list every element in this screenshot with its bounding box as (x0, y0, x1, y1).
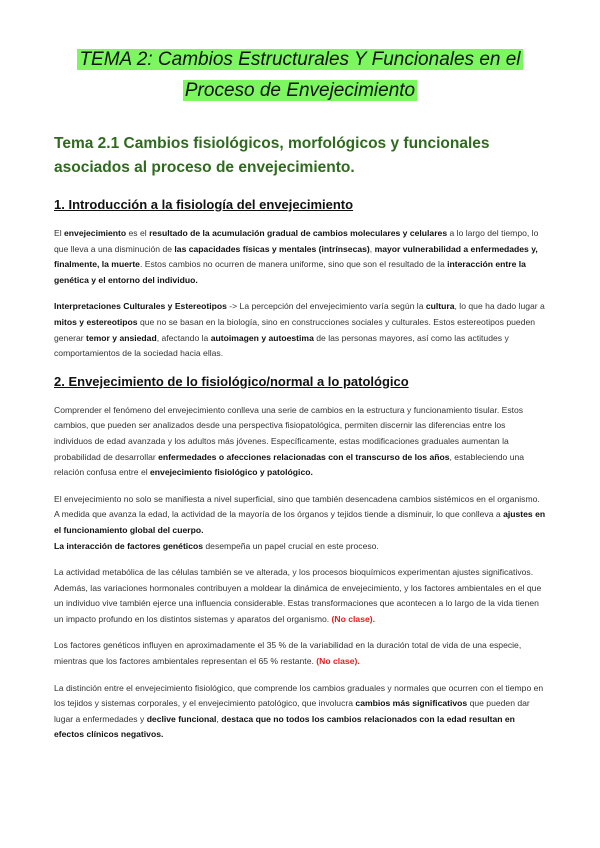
text-run: a lo largo del tiempo, lo que lleva a una disminución de (54, 228, 539, 254)
bold-text: declive funcional (146, 713, 217, 724)
section-2-paragraph-2b (54, 539, 546, 555)
text-run: Los factores genéticos influyen en aproximadamente el 35 % de la variabilidad en la duración total de vida de una especie, mientras que los factores ambientales representan el 65 % restante. (54, 640, 522, 667)
bold-text: envejecimiento fisiológico y patológico. (150, 467, 313, 478)
main-title (54, 44, 546, 106)
bold-text: cultura (425, 301, 455, 312)
note-label: (No clase). (316, 656, 360, 667)
text-run: La distinción entre el envejecimiento fisiológico, que comprende los cambios graduales y normales que ocurren con el tiempo en los tejidos y sistemas corporales, y el envejecimiento patológico, que involucra (54, 682, 544, 709)
text-run: . Estos cambios no ocurren de manera uniforme, sino que son el resultado de la (139, 259, 448, 270)
text-run: El (54, 228, 65, 238)
bold-text: mayor vulnerabilidad a enfermedades y, finalmente, la muerte (54, 243, 538, 270)
text-run: , estableciendo una relación confusa entre el (54, 451, 525, 478)
sub-title: Tema 2.1 Cambios fisiológicos, morfológicos y funcionales asociados al proceso de envejecimiento. (54, 135, 490, 176)
bold-text: Interpretaciones Culturales y Estereotipos (54, 301, 227, 312)
section-1-paragraph-1 (54, 226, 546, 288)
section-2-paragraph-3 (54, 565, 546, 627)
text-run: , (369, 243, 375, 254)
text-run: de las personas mayores, así como las actitudes y comportamientos de la sociedad hacia ellas. (54, 332, 509, 359)
document-page (0, 44, 600, 848)
bold-text: interacción entre la genética y el entorno del individuo. (54, 259, 526, 285)
text-run: que no se basan en la biología, sino en construcciones sociales y culturales. Estos estereotipos pueden generar (54, 316, 536, 343)
bold-text: resultado de la acumulación gradual de cambios moleculares y celulares (149, 228, 448, 238)
text-run: , lo que ha dado lugar a (454, 301, 545, 312)
text-run: Comprender el fenómeno del envejecimiento conlleva una serie de cambios en la estructura y funcionamiento tisular. Estos cambios, que pueden ser analizados desde una perspectiva fisiopatológica, permiten discernir las diferencias entre los individuos de edad avanzada y los adultos más jóvenes. Específicamente, estas modificaciones graduales aumentan la probabilidad de desarrollar (54, 404, 524, 462)
section-2-heading: 2. Envejecimiento de lo fisiológico/normal a lo patológico (54, 373, 409, 389)
text-run: , afectando la (156, 332, 211, 343)
bold-text: autoimagen y autoestima (210, 332, 314, 343)
text-run: -> La percepción del envejecimiento varía según la (226, 301, 426, 312)
note-label: (No clase). (331, 613, 376, 624)
section-2-paragraph-1 (54, 403, 546, 481)
text-run: , (216, 713, 222, 724)
section-2-paragraph-4 (54, 638, 546, 669)
section-2-paragraph-2 (54, 492, 546, 539)
bold-text: mitos y estereotipos (54, 316, 138, 327)
bold-text: envejecimiento (64, 228, 127, 238)
text-run: desempeña un papel crucial en este proceso. (203, 540, 379, 551)
section-2-paragraph-5 (54, 681, 546, 743)
text-run: El envejecimiento no solo se manifiesta a nivel superficial, sino que también desencadena cambios sistémicos en el organismo. A medida que avanza la edad, la actividad de la mayoría de los órganos y tejidos tiende a disminuir, lo que conlleva a (54, 493, 540, 520)
bold-text: destaca que no todos los cambios relacionados con la edad resultan en efectos clínicos negativos. (54, 713, 515, 740)
section-1-heading: 1. Introducción a la fisiología del envejecimiento (54, 197, 354, 212)
bold-text: temor y ansiedad (86, 332, 157, 343)
bold-text: cambios más significativos (355, 698, 468, 709)
text-run: es el (126, 228, 150, 238)
text-run: La actividad metabólica de las células también se ve alterada, y los procesos bioquímicos experimentan ajustes significativos. Además, las variaciones hormonales contribuyen a moldear la dinámica de envejecimiento, y los factores ambientales en el que un individuo vive también ejerce una influencia considerable. Estas transformaciones que acontecen a lo largo de la vida tienen un impacto profundo en los distintos sistemas y aparatos del organismo. (54, 567, 542, 624)
text-run: que pueden dar lugar a enfermedades y (54, 698, 530, 724)
bold-text: enfermedades o afecciones relacionadas con el transcurso de los años (158, 451, 450, 462)
main-title-text: TEMA 2: Cambios Estructurales Y Funcionales en el Proceso de Envejecimiento (79, 49, 521, 101)
bold-text: ajustes en el funcionamiento global del cuerpo. (54, 509, 546, 535)
bold-text: las capacidades físicas y mentales (intrínsecas) (174, 243, 370, 254)
bold-text: La interacción de factores genéticos (54, 540, 204, 551)
section-1-paragraph-2 (54, 299, 546, 361)
